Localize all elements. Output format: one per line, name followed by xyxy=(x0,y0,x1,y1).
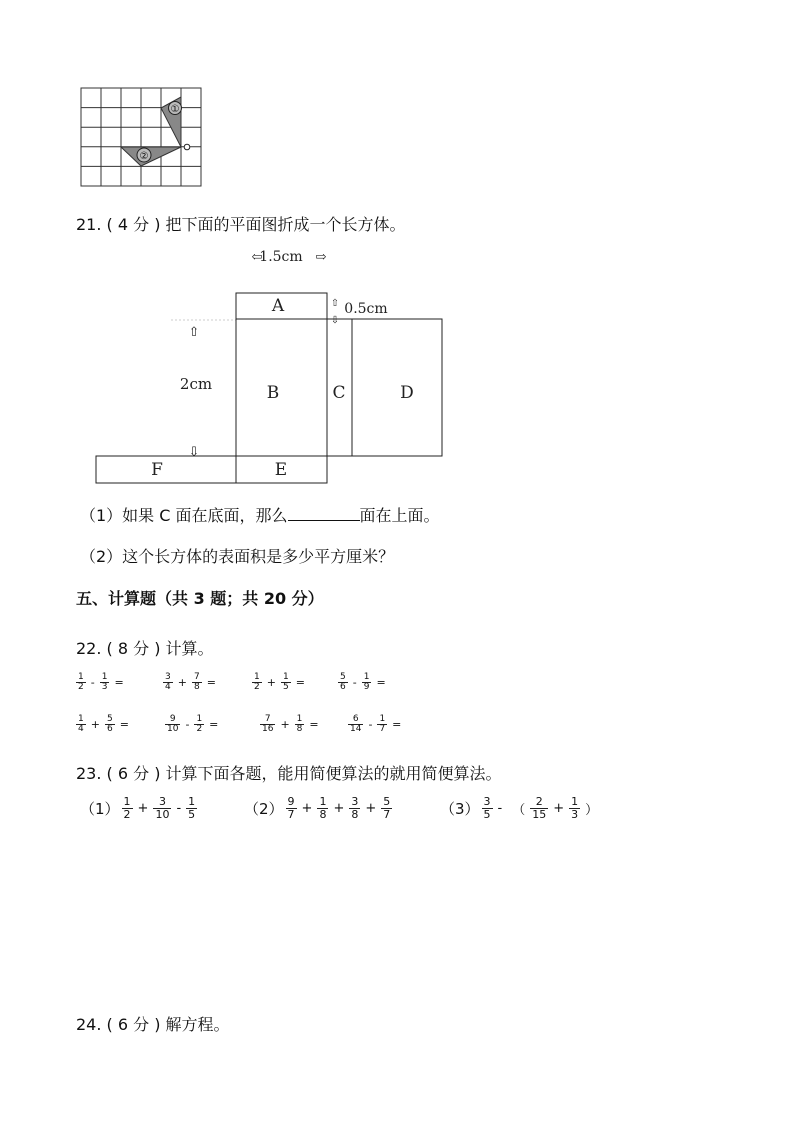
fraction: $\frac{1}{9}$ xyxy=(363,672,370,693)
fraction: $\frac{1}{5}$ xyxy=(188,795,196,821)
q22-row2-item xyxy=(165,715,223,735)
q22-row1-item xyxy=(163,673,221,693)
svg-text:⇦: ⇦ xyxy=(251,250,263,265)
svg-text:⇨: ⇨ xyxy=(315,250,327,265)
fraction: $\frac{1}{2}$ xyxy=(123,795,131,821)
operator: - xyxy=(368,718,373,732)
operator: + xyxy=(333,800,345,816)
q22-row2-item xyxy=(348,715,406,735)
face-d xyxy=(352,319,442,456)
q22-row1-item xyxy=(76,673,129,693)
q23-item xyxy=(244,796,392,820)
svg-text:C: C xyxy=(332,383,346,403)
operator: + xyxy=(137,800,149,816)
q23-header: 23. ( 6 分 ) 计算下面各题，能用简便算法的就用简便算法。 xyxy=(76,764,502,783)
operator: - xyxy=(352,676,357,690)
dim-small: 0.5cm xyxy=(344,301,388,317)
svg-text:⇩: ⇩ xyxy=(330,315,340,326)
svg-text:D: D xyxy=(400,383,414,403)
operator: = xyxy=(309,718,319,732)
operator: + xyxy=(365,800,377,816)
item-label: （1） xyxy=(80,799,120,818)
face-f xyxy=(96,456,236,483)
answer-blank[interactable] xyxy=(288,506,360,521)
operator: - xyxy=(176,800,182,816)
fraction: $\frac{1}{2}$ xyxy=(254,672,260,693)
operator: + xyxy=(280,718,290,732)
operator: = xyxy=(206,676,216,690)
fraction: $\frac{3}{8}$ xyxy=(351,795,359,821)
fraction: $\frac{5}{6}$ xyxy=(106,714,113,735)
q24-header: 24. ( 6 分 ) 解方程。 xyxy=(76,1015,230,1034)
operator: = xyxy=(209,718,219,732)
operator: + xyxy=(266,676,276,690)
label-1: ① xyxy=(170,104,180,115)
q23-item xyxy=(80,796,197,820)
fraction: $\frac{7}{16}$ xyxy=(262,714,274,735)
rotation-point xyxy=(184,144,190,150)
dim-height: 2cm xyxy=(179,375,213,393)
fraction: $\frac{6}{14}$ xyxy=(350,714,362,735)
fraction: $\frac{1}{7}$ xyxy=(379,714,386,735)
fraction: $\frac{1}{8}$ xyxy=(319,795,327,821)
fraction: $\frac{3}{5}$ xyxy=(483,795,491,821)
operator: （ xyxy=(512,802,526,818)
svg-text:B: B xyxy=(266,383,280,403)
fraction: $\frac{3}{10}$ xyxy=(155,795,170,821)
svg-text:E: E xyxy=(274,460,288,480)
svg-text:⇧: ⇧ xyxy=(188,325,200,340)
section-title: 五、计算题（共 3 题；共 20 分） xyxy=(76,589,324,608)
operator: = xyxy=(376,676,386,690)
operator: = xyxy=(114,676,124,690)
q21-header: 21. ( 4 分 ) 把下面的平面图折成一个长方体。 xyxy=(76,215,406,234)
item-label: （2） xyxy=(244,799,284,818)
fraction: $\frac{1}{2}$ xyxy=(196,714,203,735)
q22-row1-item xyxy=(252,673,310,693)
q23-item xyxy=(440,796,603,820)
operator: - xyxy=(90,676,95,690)
fraction: $\frac{1}{8}$ xyxy=(296,714,303,735)
svg-text:⇧: ⇧ xyxy=(330,298,340,309)
svg-text:F: F xyxy=(151,460,163,480)
fraction: $\frac{1}{5}$ xyxy=(282,672,289,693)
fraction: $\frac{9}{10}$ xyxy=(167,714,179,735)
fraction: $\frac{1}{3}$ xyxy=(101,672,108,693)
cuboid-net-figure xyxy=(90,246,450,488)
q22-header: 22. ( 8 分 ) 计算。 xyxy=(76,639,214,658)
q21-sub2: （2）这个长方体的表面积是多少平方厘米？ xyxy=(80,547,395,566)
q22-row2-item xyxy=(76,715,134,735)
fraction: $\frac{9}{7}$ xyxy=(287,795,295,821)
fraction: $\frac{5}{6}$ xyxy=(340,672,346,693)
dim-width: 1.5cm xyxy=(259,249,303,265)
svg-text:A: A xyxy=(271,296,285,316)
operator: + xyxy=(301,800,313,816)
q21-sub1: （1）如果 C 面在底面，那么 面在上面。 xyxy=(80,506,440,525)
label-2: ② xyxy=(139,151,149,162)
fraction: $\frac{1}{4}$ xyxy=(78,714,84,735)
fraction: $\frac{2}{15}$ xyxy=(532,795,547,821)
operator: + xyxy=(553,800,565,816)
q22-row1-item xyxy=(338,673,391,693)
fraction: $\frac{1}{2}$ xyxy=(78,672,84,693)
operator: + xyxy=(90,718,100,732)
fraction: $\frac{1}{3}$ xyxy=(571,795,579,821)
fraction: $\frac{3}{4}$ xyxy=(165,672,171,693)
operator: - xyxy=(185,718,190,732)
q22-row2-item xyxy=(260,715,324,735)
operator: + xyxy=(177,676,187,690)
operator: ） xyxy=(585,802,599,818)
face-b xyxy=(236,319,327,456)
operator: - xyxy=(497,800,503,816)
item-label: （3） xyxy=(440,799,480,818)
fraction: $\frac{7}{8}$ xyxy=(193,672,200,693)
operator: = xyxy=(295,676,305,690)
rotation-grid-figure xyxy=(80,87,206,189)
svg-text:⇩: ⇩ xyxy=(188,445,200,460)
fraction: $\frac{5}{7}$ xyxy=(383,795,391,821)
operator: = xyxy=(392,718,402,732)
operator: = xyxy=(119,718,129,732)
